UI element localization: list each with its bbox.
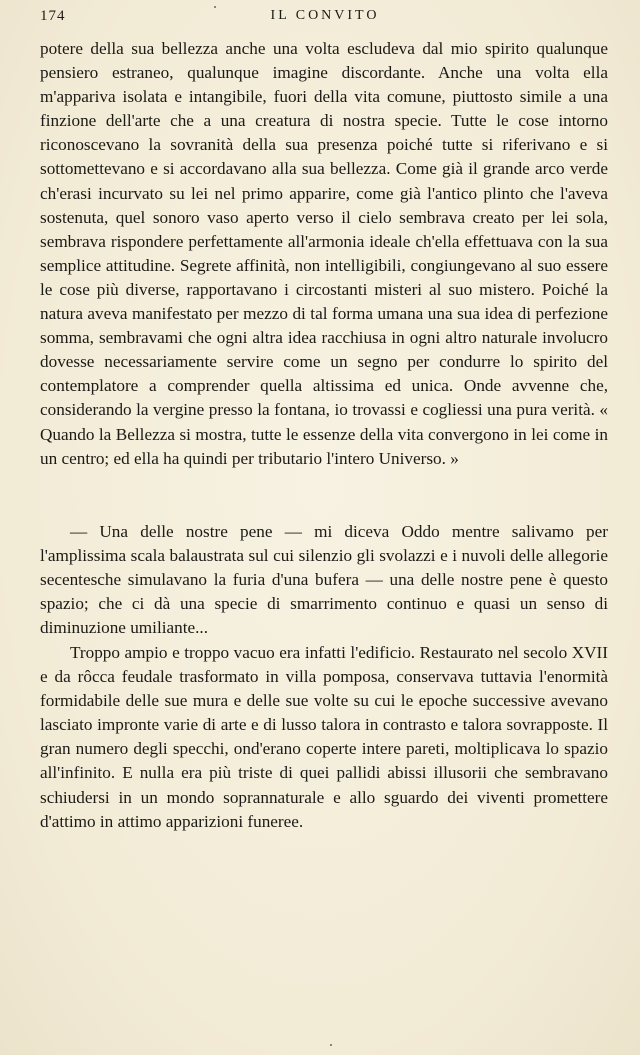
paragraph-text: Troppo ampio e troppo vacuo era infatti l'edificio. Restaurato nel secolo XVII e da rôcca feudale trasformato in villa pomposa, conservava tuttavia l'enormità formidabile delle sue mura e delle sue volte su cui le epoche successive avevano lasciato impronte varie di arte e di lusso talora in contrasto e talora sovrapposte. Il gran numero degli specchi, ond'erano coperte intere pareti, moltiplicava lo spazio all'infinito. E nulla era più triste di quei pallidi abissi illusorii che sembravano schiudersi in un mondo soprannaturale e allo sguardo dei viventi promettere d'attimo in attimo apparizioni funeree. [40, 643, 608, 831]
page-header [40, 8, 610, 28]
paragraph-text: — Una delle nostre pene — mi diceva Oddo mentre salivamo per l'amplissima scala balaustrata sul cui silenzio gli svolazzi e i nuvoli delle allegorie secentesche simulavano la furia d'una bufera — una delle nostre pene è questo spazio; che ci dà una specie di smarrimento continuo e quasi un senso di diminuzione umiliante... [40, 522, 608, 638]
running-title: IL CONVITO [270, 8, 380, 23]
paragraph-2 [40, 520, 608, 640]
paragraph-text: potere della sua bellezza anche una volta escludeva dal mio spirito qualunque pensiero estraneo, qualunque imagine discordante. Anche una volta ella m'appariva isolata e intangibile, fuori della vita comune, piuttosto simile a una finzione dell'arte che a una creatura di nostra specie. Tutte le cose intorno riconoscevano la sovranità della sua presenza poiché tutte si riferivano e si sottomettevano e si accordavano alla sua bellezza. Come già il grande arco verde ch'erasi incurvato su lei nel primo apparire, come già l'antico plinto che l'aveva sostenuta, quel sonoro vaso aperto verso il cielo sembrava creato per lei sola, sembrava rispondere perfettamente all'armonia ideale ch'ella effettuava con la sua semplice attitudine. Segrete affinità, non intelligibili, congiungevano al suo essere le cose più diverse, rapportavano i circostanti misteri al suo mistero. Poiché la natura aveva manifestato per mezzo di tal forma umana una sua idea di perfezione somma, sembravami che ogni altra idea racchiusa in ogni altro naturale involucro dovesse necessariamente servire come un segno per condurre lo spirito del contemplatore a comprender quella altissima ed unica. Onde avvenne che, considerando la vergine presso la fontana, io trovassi e cogliessi una pura verità. « Quando la Bellezza si mostra, tutte le essenze della vita convergono in lei come in un centro; ed ella ha quindi per tributario l'intero Universo. » [40, 39, 608, 468]
paragraph-1 [40, 37, 608, 471]
page-number: 174 [40, 8, 66, 24]
paper-speck [330, 1044, 332, 1046]
paragraph-3 [40, 641, 608, 834]
paper-speck [214, 6, 216, 8]
